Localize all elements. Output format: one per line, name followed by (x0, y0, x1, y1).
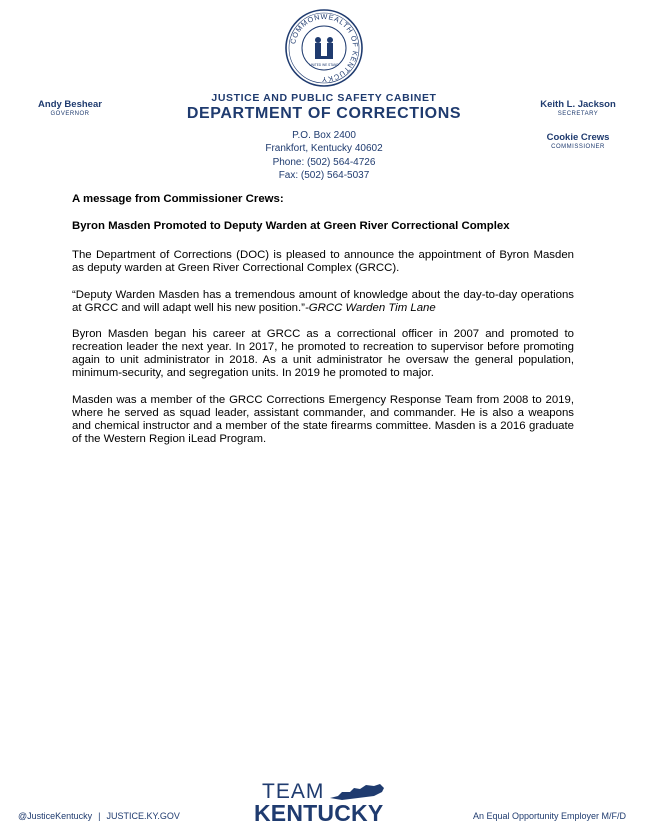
commissioner-name: Cookie Crews (546, 132, 610, 143)
commissioner-block (523, 132, 633, 150)
headline: Byron Masden Promoted to Deputy Warden at Green River Correctional Complex (72, 219, 510, 232)
governor-block (20, 99, 120, 117)
seal-motto: UNITED WE STAND (309, 63, 339, 67)
team-word: TEAM (262, 780, 325, 803)
address-phone: Phone: (502) 564-4726 (272, 156, 376, 168)
address-po-box: P.O. Box 2400 (292, 130, 356, 141)
kentucky-state-icon (328, 782, 388, 802)
letter-body (72, 193, 574, 446)
team-kentucky-logo (246, 780, 406, 826)
social-handle[interactable]: @JusticeKentucky (18, 811, 93, 821)
secretary-block (523, 99, 633, 117)
paragraph-4: Masden was a member of the GRCC Corrections Emergency Response Team from 2008 to 2019, where he served as squad leader, assistant commander, and commander. He is also a weapons and chemical instructor and a member of the state firearms committee. Masden is a 2016 graduate of the Western Region iLead Program. (72, 394, 574, 445)
agency-address (150, 129, 498, 183)
secretary-name: Keith L. Jackson (540, 99, 616, 110)
footer-separator: | (98, 811, 101, 821)
cabinet-name: JUSTICE AND PUBLIC SAFETY CABINET (211, 92, 437, 104)
kentucky-word: KENTUCKY (254, 800, 384, 826)
equal-opportunity-statement: An Equal Opportunity Employer M/F/D (472, 811, 626, 821)
commissioner-title: COMMISSIONER (551, 144, 605, 150)
svg-text:COMMONWEALTH OF KENTUCKY (288, 12, 360, 84)
seal-ring-text: COMMONWEALTH OF KENTUCKY (288, 11, 361, 85)
address-city: Frankfort, Kentucky 40602 (265, 143, 383, 155)
quote-attribution: -GRCC Warden Tim Lane (304, 301, 436, 314)
paragraph-2 (72, 289, 574, 315)
governor-title: GOVERNOR (50, 111, 90, 117)
paragraph-3: Byron Masden began his career at GRCC as a correctional officer in 2007 and promoted to recreation leader the next year. In 2017, he promoted to recreation to supervisor before promoting again to unit administrator in 2018. As a unit administrator he oversaw the general population, minimum-security, and segregation units. In 2019 he promoted to major. (72, 328, 574, 380)
paragraph-1: The Department of Corrections (DOC) is pleased to announce the appointment of Byron Masden as deputy warden at Green River Correctional Complex (GRCC). (72, 248, 574, 274)
footer-links (18, 811, 180, 821)
kentucky-seal (284, 8, 364, 88)
secretary-title: SECRETARY (557, 111, 599, 117)
quote-text: “Deputy Warden Masden has a tremendous amount of knowledge about the day-to-day operations at GRCC and will adapt well his new position.” (72, 288, 574, 314)
department-name: DEPARTMENT OF CORRECTIONS (186, 105, 462, 122)
agency-header (150, 92, 498, 183)
governor-name: Andy Beshear (38, 99, 102, 110)
message-line: A message from Commissioner Crews: (72, 193, 284, 205)
address-fax: Fax: (502) 564-5037 (278, 170, 370, 182)
website-link[interactable]: JUSTICE.KY.GOV (106, 811, 180, 821)
